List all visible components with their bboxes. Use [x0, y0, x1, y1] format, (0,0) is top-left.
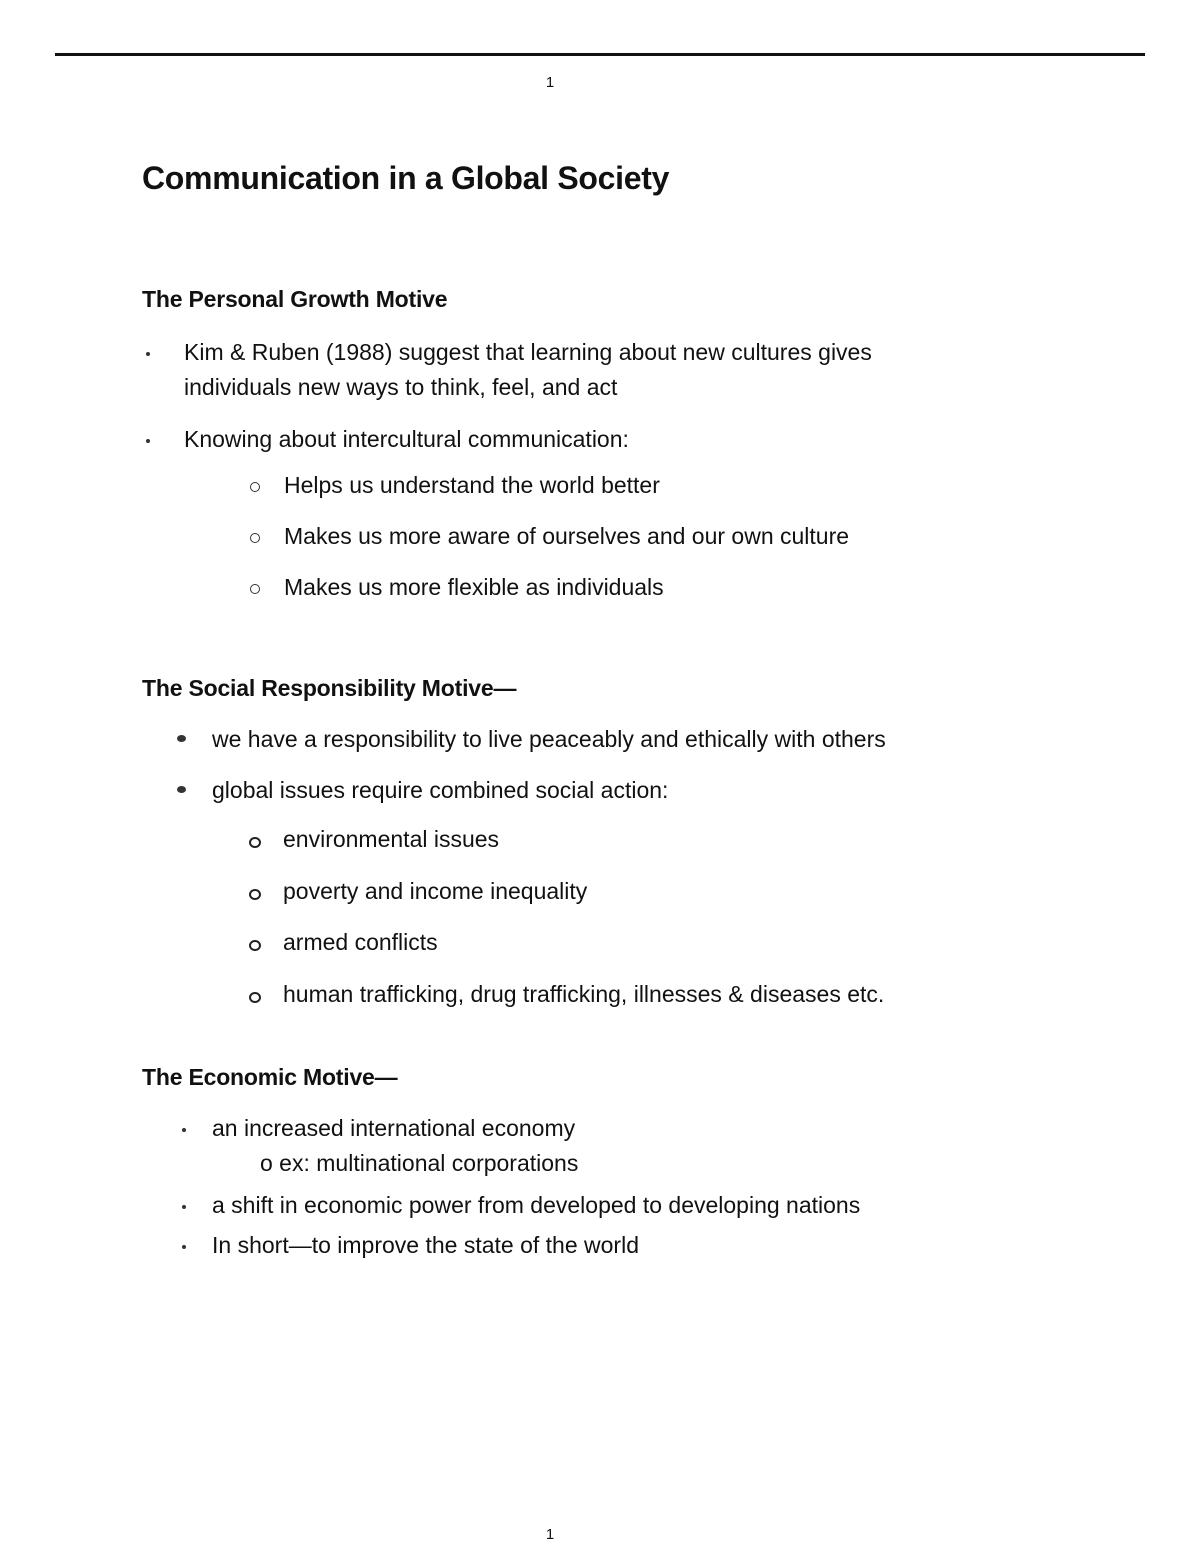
circle-bullet-icon	[250, 584, 260, 594]
bullet-icon	[177, 786, 186, 793]
sub-list-item: environmental issues	[283, 826, 500, 852]
list-item-text: an increased international economy	[212, 1115, 576, 1141]
section-heading-social-responsibility: The Social Responsibility Motive—	[142, 675, 517, 701]
list-item-text: we have a responsibility to live peaceably and ethically with others	[212, 726, 886, 752]
bullet-icon	[146, 439, 150, 443]
bullet-icon	[146, 352, 150, 356]
section-heading-personal-growth: The Personal Growth Motive	[142, 286, 448, 312]
bullet-icon	[177, 735, 186, 742]
sub-list-item: Helps us understand the world better	[284, 472, 660, 498]
circle-bullet-icon	[249, 889, 261, 900]
list-item-text: global issues require combined social action:	[212, 777, 669, 803]
list-item-text: a shift in economic power from developed to developing nations	[212, 1192, 861, 1218]
sub-list-item: armed conflicts	[283, 929, 438, 955]
list-item-text: Knowing about intercultural communication:	[184, 426, 629, 452]
list-item-text-continued: individuals new ways to think, feel, and act	[184, 374, 618, 400]
bullet-icon	[182, 1245, 186, 1249]
sub-list-item: Makes us more aware of ourselves and our own culture	[284, 523, 850, 549]
sub-list-item: human trafficking, drug trafficking, illnesses & diseases etc.	[283, 981, 885, 1007]
list-item-text: In short—to improve the state of the world	[212, 1232, 639, 1258]
circle-bullet-icon	[250, 533, 260, 543]
header-rule	[55, 53, 1145, 56]
circle-bullet-icon	[250, 482, 260, 492]
bullet-icon	[182, 1128, 186, 1132]
bullet-icon	[182, 1205, 186, 1209]
circle-bullet-icon	[249, 940, 261, 951]
sub-list-item: Makes us more flexible as individuals	[284, 574, 664, 600]
sub-list-item: o ex: multinational corporations	[260, 1150, 579, 1176]
sub-list-item: poverty and income inequality	[283, 878, 588, 904]
page-number-bottom: 1	[545, 1526, 555, 1543]
circle-bullet-icon	[249, 837, 261, 848]
list-item-text: Kim & Ruben (1988) suggest that learning about new cultures gives	[184, 339, 872, 365]
document-title: Communication in a Global Society	[142, 160, 670, 196]
circle-bullet-icon	[249, 992, 261, 1003]
page-number-top: 1	[545, 74, 555, 91]
section-heading-economic: The Economic Motive—	[142, 1064, 398, 1090]
